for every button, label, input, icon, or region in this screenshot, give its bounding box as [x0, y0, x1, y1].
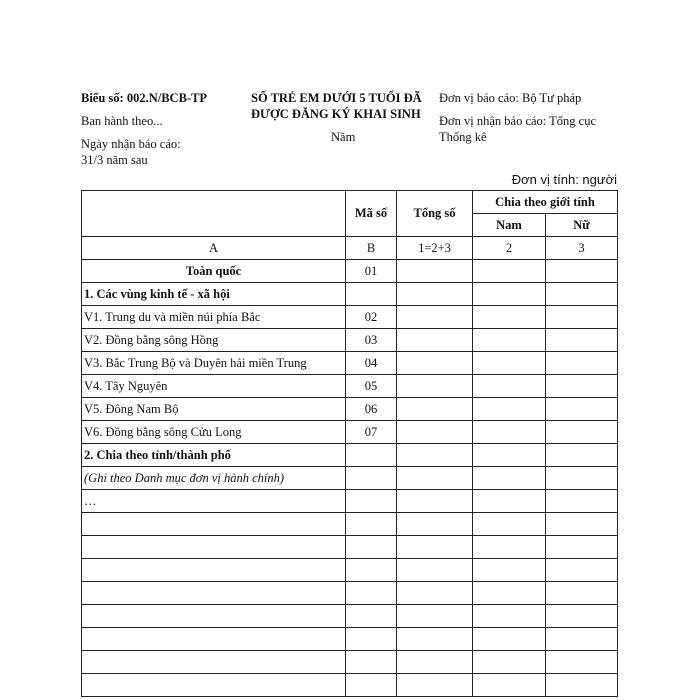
- row-code: [346, 628, 397, 651]
- row-female-cell: [546, 375, 618, 398]
- row-label: V4. Tây Nguyên: [82, 375, 346, 398]
- table-row: [82, 674, 618, 697]
- row-male-cell: [473, 628, 546, 651]
- header-code: Mã số: [346, 191, 397, 237]
- received-label: Ngày nhận báo cáo:: [81, 137, 181, 151]
- row-label: 2. Chia theo tỉnh/thành phố: [82, 444, 346, 467]
- table-row: [82, 582, 618, 605]
- measurement-unit: Đơn vị tính: người: [511, 172, 617, 187]
- row-total-cell: [397, 444, 473, 467]
- row-total-cell: [397, 260, 473, 283]
- row-total-cell: [397, 559, 473, 582]
- row-male-cell: [473, 375, 546, 398]
- row-total-cell: [397, 306, 473, 329]
- row-female-cell: [546, 329, 618, 352]
- row-male-cell: [473, 582, 546, 605]
- row-code: 05: [346, 375, 397, 398]
- row-female-cell: [546, 421, 618, 444]
- row-female-cell: [546, 674, 618, 697]
- row-male-cell: [473, 651, 546, 674]
- row-code: [346, 559, 397, 582]
- receiving-unit-line2: Thống kê: [439, 130, 487, 144]
- row-total-cell: [397, 582, 473, 605]
- header-row-1: [82, 191, 618, 214]
- table-row: [82, 490, 618, 513]
- index-cell-female: 3: [546, 237, 618, 260]
- row-label: V1. Trung du và miền núi phía Bắc: [82, 306, 346, 329]
- row-label: 1. Các vùng kinh tế - xã hội: [82, 283, 346, 306]
- report-table: [81, 190, 618, 697]
- row-label: [82, 651, 346, 674]
- row-label: [82, 674, 346, 697]
- row-male-cell: [473, 352, 546, 375]
- row-total-cell: [397, 628, 473, 651]
- issued-by: Ban hành theo...: [81, 114, 163, 128]
- row-code: 04: [346, 352, 397, 375]
- table-row: [82, 329, 618, 352]
- index-cell-b: B: [346, 237, 397, 260]
- row-female-cell: [546, 536, 618, 559]
- row-total-cell: [397, 283, 473, 306]
- row-code: [346, 490, 397, 513]
- table-row: [82, 375, 618, 398]
- table-row: [82, 283, 618, 306]
- row-label: [82, 582, 346, 605]
- row-code: [346, 674, 397, 697]
- row-label: V6. Đồng bằng sông Cửu Long: [82, 421, 346, 444]
- row-code: 02: [346, 306, 397, 329]
- row-label: [82, 513, 346, 536]
- row-male-cell: [473, 490, 546, 513]
- row-male-cell: [473, 674, 546, 697]
- row-female-cell: [546, 582, 618, 605]
- table-row: [82, 421, 618, 444]
- row-female-cell: [546, 398, 618, 421]
- table-row: [82, 398, 618, 421]
- report-title-line1: SỐ TRẺ EM DƯỚI 5 TUỔI ĐÃ: [251, 91, 422, 105]
- row-male-cell: [473, 260, 546, 283]
- row-code: [346, 536, 397, 559]
- row-label: (Ghi theo Danh mục đơn vị hành chính): [82, 467, 346, 490]
- index-cell-total: 1=2+3: [397, 237, 473, 260]
- row-total-cell: [397, 674, 473, 697]
- received-date: 31/3 năm sau: [81, 153, 148, 167]
- header-by-gender: Chia theo giới tính: [473, 191, 618, 214]
- index-row: [82, 237, 618, 260]
- row-code: [346, 513, 397, 536]
- row-code: [346, 283, 397, 306]
- table-row: [82, 467, 618, 490]
- row-total-cell: [397, 398, 473, 421]
- row-label: [82, 605, 346, 628]
- row-male-cell: [473, 283, 546, 306]
- row-female-cell: [546, 628, 618, 651]
- row-total-cell: [397, 421, 473, 444]
- form-code: Biểu số: 002.N/BCB-TP: [81, 91, 208, 105]
- row-code: [346, 582, 397, 605]
- row-female-cell: [546, 352, 618, 375]
- row-total-cell: [397, 536, 473, 559]
- index-cell-a: A: [82, 237, 346, 260]
- row-code: 06: [346, 398, 397, 421]
- table-row: [82, 605, 618, 628]
- table-row: [82, 352, 618, 375]
- report-year-label: Năm: [331, 130, 356, 144]
- row-female-cell: [546, 444, 618, 467]
- table-row: [82, 651, 618, 674]
- row-label: [82, 628, 346, 651]
- row-total-cell: [397, 352, 473, 375]
- header-male: Nam: [473, 214, 546, 237]
- row-label: V2. Đồng bằng sông Hồng: [82, 329, 346, 352]
- row-male-cell: [473, 559, 546, 582]
- row-male-cell: [473, 444, 546, 467]
- row-label: Toàn quốc: [82, 260, 346, 283]
- row-male-cell: [473, 536, 546, 559]
- row-male-cell: [473, 467, 546, 490]
- row-total-cell: [397, 651, 473, 674]
- row-male-cell: [473, 513, 546, 536]
- table-row: [82, 306, 618, 329]
- row-code: [346, 651, 397, 674]
- row-total-cell: [397, 605, 473, 628]
- row-male-cell: [473, 421, 546, 444]
- row-total-cell: [397, 490, 473, 513]
- row-female-cell: [546, 651, 618, 674]
- row-code: [346, 467, 397, 490]
- row-code: [346, 444, 397, 467]
- row-code: 03: [346, 329, 397, 352]
- row-female-cell: [546, 260, 618, 283]
- index-cell-male: 2: [473, 237, 546, 260]
- header-total: Tổng số: [397, 191, 473, 237]
- row-code: 07: [346, 421, 397, 444]
- row-female-cell: [546, 559, 618, 582]
- row-female-cell: [546, 306, 618, 329]
- row-total-cell: [397, 513, 473, 536]
- table-row: [82, 628, 618, 651]
- row-code: [346, 605, 397, 628]
- row-male-cell: [473, 398, 546, 421]
- row-total-cell: [397, 329, 473, 352]
- table-row: [82, 513, 618, 536]
- row-label: V5. Đông Nam Bộ: [82, 398, 346, 421]
- receiving-unit-line1: Đơn vị nhận báo cáo: Tổng cục: [439, 114, 597, 128]
- table-row: [82, 444, 618, 467]
- row-female-cell: [546, 283, 618, 306]
- row-female-cell: [546, 513, 618, 536]
- row-male-cell: [473, 605, 546, 628]
- row-female-cell: [546, 605, 618, 628]
- row-male-cell: [473, 329, 546, 352]
- row-label: …: [82, 490, 346, 513]
- row-female-cell: [546, 490, 618, 513]
- table-row: [82, 559, 618, 582]
- reporting-unit: Đơn vị báo cáo: Bộ Tư pháp: [439, 91, 582, 105]
- table-row: [82, 260, 618, 283]
- row-female-cell: [546, 467, 618, 490]
- row-code: 01: [346, 260, 397, 283]
- header-blank-cell: [82, 191, 346, 237]
- row-label: V3. Bắc Trung Bộ và Duyên hải miền Trung: [82, 352, 346, 375]
- row-total-cell: [397, 375, 473, 398]
- table-row: [82, 536, 618, 559]
- row-male-cell: [473, 306, 546, 329]
- report-title-line2: ĐƯỢC ĐĂNG KÝ KHAI SINH: [251, 107, 421, 121]
- row-label: [82, 536, 346, 559]
- row-total-cell: [397, 467, 473, 490]
- row-label: [82, 559, 346, 582]
- header-female: Nữ: [546, 214, 618, 237]
